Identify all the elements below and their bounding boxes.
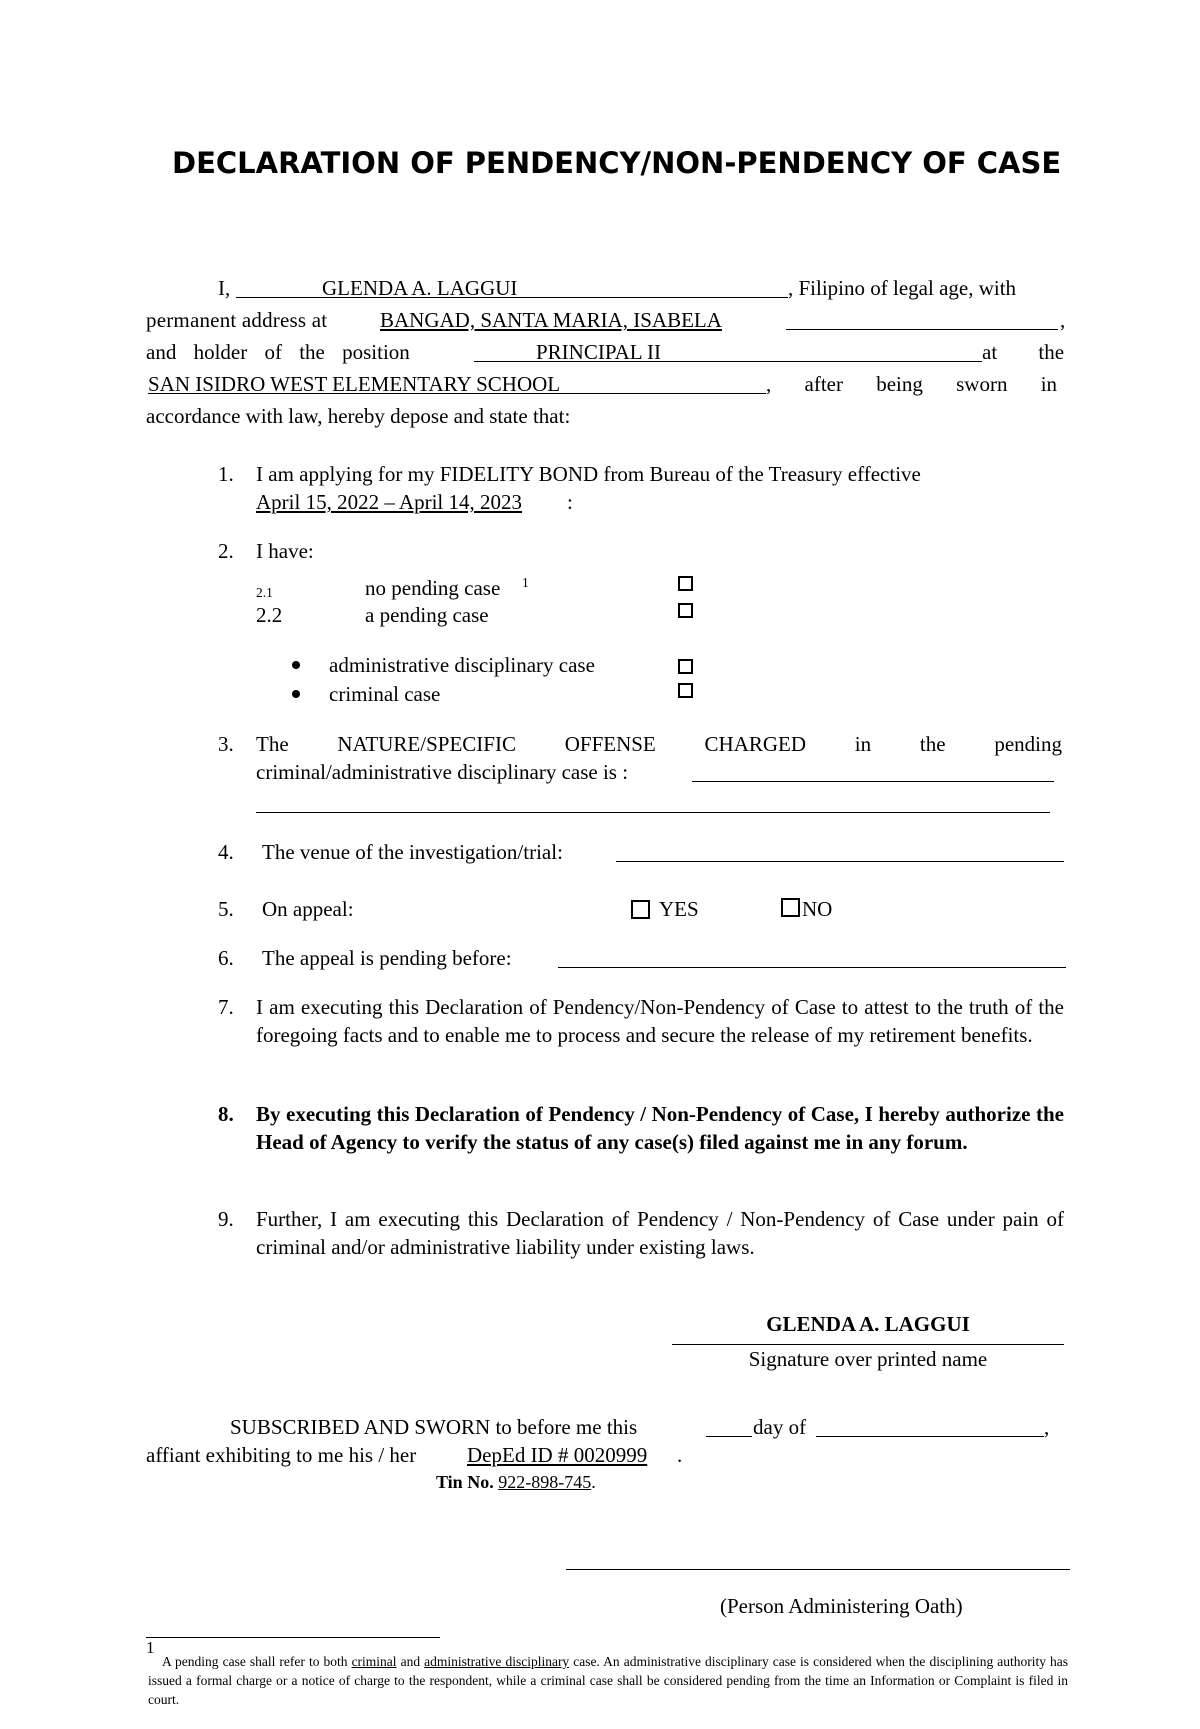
deped-id: DepEd ID # 0020999 — [467, 1443, 648, 1467]
signatory-name: GLENDA A. LAGGUI — [766, 1312, 970, 1336]
item-4-text: The venue of the investigation/trial: — [262, 840, 563, 864]
affiant-end: . — [677, 1443, 683, 1467]
appeal-no-checkbox[interactable] — [781, 898, 800, 917]
criminal-case-checkbox[interactable] — [678, 683, 693, 698]
administering-officer-caption: (Person Administering Oath) — [720, 1594, 963, 1618]
intro-closing: accordance with law, hereby depose and state that: — [146, 404, 571, 428]
footnote-part: case. An administrative disciplinary case is considered when the disciplining authority has issued a formal charge or a notice of charge to the respondent, while a criminal case shall be considered pending from the time an Information or Complaint is filed in court. — [148, 1654, 1069, 1707]
signature-caption: Signature over printed name — [748, 1347, 988, 1371]
intro-i-label: I, — [218, 276, 231, 300]
address-end: , — [1060, 308, 1066, 332]
offense-charged-line-2[interactable] — [256, 812, 1050, 813]
item-3-number: 3. — [218, 732, 234, 756]
offense-charged-line-1[interactable] — [692, 781, 1054, 782]
footnote-and: and — [400, 1654, 421, 1669]
address-underline — [786, 329, 1058, 330]
appeal-yes-checkbox[interactable] — [631, 900, 650, 919]
item-1-number: 1. — [218, 462, 234, 486]
bullet-administrative — [292, 661, 300, 669]
item-3-word: the — [919, 732, 946, 756]
no-pending-case-label: no pending case — [365, 576, 501, 600]
appeal-pending-line[interactable] — [558, 967, 1066, 968]
item-3-first-line — [256, 730, 1062, 758]
oath-day-of: day of — [753, 1415, 807, 1439]
footnote-criminal: criminal — [351, 1654, 397, 1669]
footnote-text — [148, 1652, 1068, 1709]
item-1-text: I am applying for my FIDELITY BOND from Bureau of the Treasury effective — [256, 462, 921, 486]
venue-line[interactable] — [616, 861, 1064, 862]
item-2-1-number: 2.1 — [256, 585, 273, 600]
address-field: BANGAD, SANTA MARIA, ISABELA — [380, 308, 722, 332]
oath-text: SUBSCRIBED AND SWORN to before me this — [230, 1415, 638, 1439]
item-7-number: 7. — [218, 995, 234, 1019]
item-6-number: 6. — [218, 946, 234, 970]
bullet-criminal — [292, 690, 300, 698]
position-label: and holder of the position — [146, 340, 410, 364]
item-7-text: I am executing this Declaration of Pendency/Non-Pendency of Case to attest to the truth of the foregoing facts and to enable me to process and secure the release of my retirement benefits. — [256, 995, 1064, 1047]
item-3-word: OFFENSE — [564, 732, 656, 756]
no-pending-case-checkbox[interactable] — [678, 576, 693, 591]
appeal-no-label: NO — [802, 897, 833, 921]
item-9-number: 9. — [218, 1207, 234, 1231]
criminal-case-label: criminal case — [329, 682, 441, 706]
item-8-text: By executing this Declaration of Pendency / Non-Pendency of Case, I hereby authorize the Head of Agency to verify the status of any case(s) filed against me in any forum. — [256, 1102, 1064, 1154]
after-school-text: , after being sworn in — [766, 372, 1058, 396]
item-3-word: in — [854, 732, 872, 756]
administrative-case-label: administrative disciplinary case — [329, 653, 595, 677]
footnote-separator — [146, 1637, 440, 1638]
item-5-number: 5. — [218, 897, 234, 921]
position-field: PRINCIPAL II — [536, 340, 662, 364]
affiant-text: affiant exhibiting to me his / her — [146, 1443, 417, 1467]
footnote-administrative: administrative disciplinary — [424, 1654, 570, 1669]
item-2-number: 2. — [218, 539, 234, 563]
oath-comma: , — [1044, 1415, 1050, 1439]
item-8-number: 8. — [218, 1102, 234, 1126]
tin-label: Tin No. — [436, 1472, 494, 1492]
item-9-text: Further, I am executing this Declaration of Pendency / Non-Pendency of Case under pain of criminal and/or administrative liability under existing laws. — [256, 1207, 1064, 1259]
pending-case-checkbox[interactable] — [678, 603, 693, 618]
item-6-text: The appeal is pending before: — [262, 946, 512, 970]
declarant-name-field: GLENDA A. LAGGUI — [322, 276, 518, 300]
pending-case-label: a pending case — [365, 603, 489, 627]
item-5-text: On appeal: — [262, 897, 354, 921]
tin-number: 922-898-745 — [498, 1472, 592, 1492]
footnote-mark: 1 — [146, 1638, 155, 1657]
address-label: permanent address at — [146, 308, 328, 332]
item-3-word: CHARGED — [704, 732, 807, 756]
item-3-word: NATURE/SPECIFIC — [337, 732, 516, 756]
school-field: SAN ISIDRO WEST ELEMENTARY SCHOOL — [148, 372, 561, 396]
appeal-yes-label: YES — [659, 897, 699, 921]
document-title: DECLARATION OF PENDENCY/NON-PENDENCY OF CASE — [172, 146, 1062, 180]
oath-day-line[interactable] — [706, 1436, 752, 1437]
oath-month-line[interactable] — [816, 1436, 1044, 1437]
item-2-text: I have: — [256, 539, 314, 563]
intro-after-name: , Filipino of legal age, with — [788, 276, 1017, 300]
at-the-text: at the — [982, 340, 1065, 364]
tin-line — [436, 1468, 596, 1496]
item-3-text: criminal/administrative disciplinary case is : — [256, 760, 629, 784]
tin-end: . — [591, 1472, 596, 1492]
item-3-word: pending — [994, 732, 1062, 756]
footnote-part: A pending case shall refer to both — [162, 1654, 348, 1669]
item-2-2-number: 2.2 — [256, 603, 283, 627]
school-underline — [148, 393, 766, 394]
item-1-end: : — [567, 490, 573, 514]
item-3-word: The — [256, 732, 289, 756]
administering-officer-line[interactable] — [566, 1569, 1070, 1570]
item-1-date: April 15, 2022 – April 14, 2023 — [256, 490, 522, 514]
administrative-case-checkbox[interactable] — [678, 659, 693, 674]
item-4-number: 4. — [218, 840, 234, 864]
footnote-ref: 1 — [522, 575, 529, 590]
